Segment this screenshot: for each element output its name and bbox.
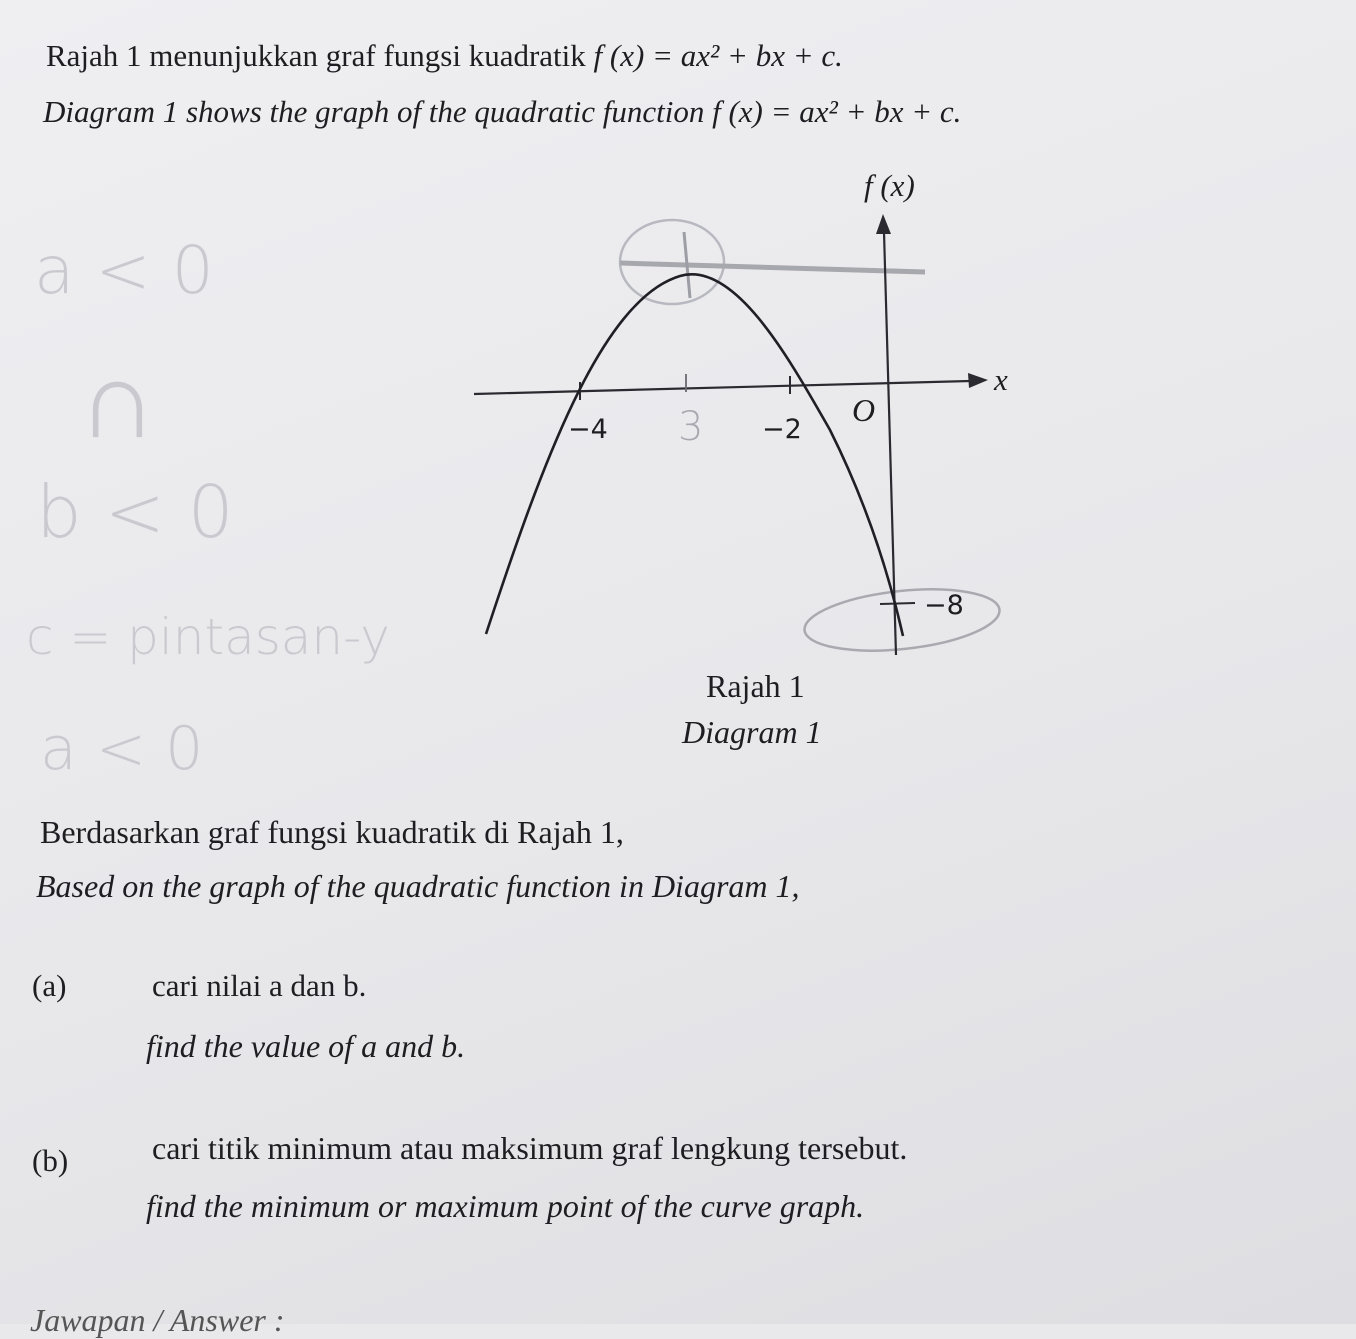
x-tick-label-minus2: −2: [762, 414, 802, 445]
question-a-number: (a): [32, 968, 67, 1003]
question-b-number: (b): [32, 1143, 69, 1178]
x-axis-arrow-icon: [968, 373, 988, 388]
caption-english: Diagram 1: [682, 714, 822, 750]
x-tick-label-minus4: −4: [568, 414, 608, 445]
question-lead-malay: Berdasarkan graf fungsi kuadratik di Rajah 1,: [40, 814, 624, 850]
question-b-english: find the minimum or maximum point of the curve graph.: [146, 1188, 865, 1224]
intro-english-function: f (x) = ax² + bx + c.: [712, 94, 962, 129]
pencil-circle-minus8: [802, 581, 1003, 659]
x-axis-label: x: [994, 362, 1008, 397]
question-a-malay: cari nilai a dan b.: [152, 968, 367, 1003]
question-b-malay: cari titik minimum atau maksimum graf lengkung tersebut.: [152, 1130, 908, 1166]
handwritten-margin-mark: 3: [678, 404, 704, 450]
question-lead-english: Based on the graph of the quadratic function in Diagram 1,: [36, 868, 800, 904]
handwritten-note-cap-shape: ∩: [78, 335, 158, 463]
y-axis-label: f (x): [864, 168, 915, 203]
y-tick-minus8: [880, 603, 915, 604]
origin-label: O: [852, 392, 876, 428]
caption-malay: Rajah 1: [706, 668, 805, 704]
pencil-horizontal-line: [620, 263, 925, 272]
y-axis-arrow-icon: [876, 214, 891, 234]
handwritten-note-a-lt-0: a < 0: [34, 232, 214, 309]
intro-english-text: Diagram 1 shows the graph of the quadratic function: [43, 94, 713, 129]
parabola-curve: [486, 274, 903, 636]
intro-malay-function: f (x) = ax² + bx + c.: [593, 38, 843, 73]
intro-malay-text: Rajah 1 menunjukkan graf fungsi kuadratik: [46, 38, 594, 73]
question-a-english: find the value of a and b.: [146, 1028, 466, 1064]
handwritten-note-b-lt-0: b < 0: [36, 470, 234, 554]
answer-label: Jawapan / Answer :: [30, 1302, 285, 1338]
x-axis-line: [474, 381, 970, 394]
handwritten-note-c-y-intercept: c = pintasan-y: [26, 608, 390, 666]
handwritten-note-a-lt-0-second: a < 0: [40, 714, 204, 784]
y-tick-label-minus8: −8: [924, 590, 964, 621]
